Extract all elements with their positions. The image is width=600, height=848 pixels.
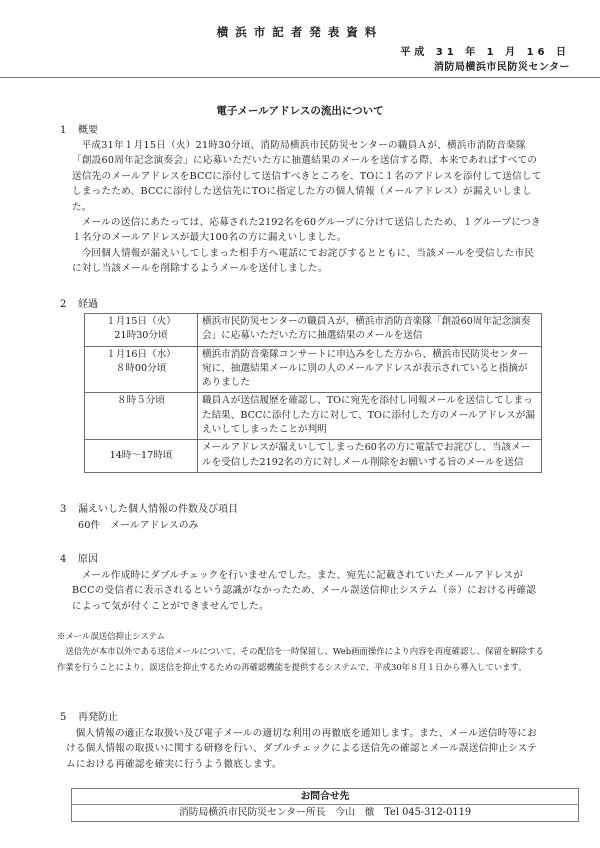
section-number: 4 xyxy=(60,554,67,565)
timeline-clock: ８時00分頃 xyxy=(115,362,167,374)
prevention-paragraph: 個人情報の適正な取扱い及び電子メールの適切な利用の再徹底を通知します。また、メール送信時等における個人情報の取扱いに関する研修を行い、ダブルチェックによる送信先の確認とメール誤送信抑止システムにおける再確認を確実に行うよう徹底します。 xyxy=(66,728,538,770)
timeline-time xyxy=(85,314,198,347)
section-title: 経過 xyxy=(78,299,98,310)
section-cause-body xyxy=(72,568,544,614)
timeline-table xyxy=(84,313,542,473)
overview-paragraph: メールの送信にあたっては、応募された2192名を60グループに分けて送信したため、１グループにつき１名分のメールアドレスが最大100名の方に漏えいしました。 xyxy=(72,217,541,244)
press-release-title: 横浜市記者発表資料 xyxy=(216,25,384,39)
release-date: 平成 31 年 1 月 16 日 xyxy=(400,47,570,58)
section-title: 原因 xyxy=(78,554,98,565)
section-prevention-heading xyxy=(60,711,118,725)
timeline-clock: 14時～17時頃 xyxy=(109,449,173,461)
timeline-time xyxy=(85,346,198,393)
document-title: 電子メールアドレスの流出について xyxy=(216,105,384,117)
header-divider xyxy=(0,77,600,78)
timeline-date: １月16日（水） xyxy=(106,348,176,360)
timeline-date: １月15日（火） xyxy=(106,316,176,327)
timeline-event: 横浜市消防音楽隊コンサートに申込みをした方から、横浜市民防災センター宛に、抽選結果メールに別の人のメールアドレスが表示されていると指摘がありました xyxy=(198,346,542,393)
timeline-event: 職員Ａが送信履歴を確認し、TOに宛先を添付し同報メールを送信してしまった結果、BCCに添付した方に対して、TOに添付した方のメールアドレスが漏えいしてしまったことが判明 xyxy=(198,393,542,440)
contact-detail: 消防局横浜市民防災センター所長 今山 徹 Tel 045-312-0119 xyxy=(178,807,472,818)
section-overview-body xyxy=(72,138,544,277)
section-cause-heading xyxy=(60,553,98,567)
table-row xyxy=(85,314,542,347)
section-title: 概要 xyxy=(78,125,98,136)
timeline-clock: 21時30分頃 xyxy=(114,330,168,342)
document-meta xyxy=(400,45,570,75)
section-title: 再発防止 xyxy=(78,712,118,723)
leaked-info-detail: 60件 メールアドレスのみ xyxy=(78,520,199,531)
section-title: 漏えいした個人情報の件数及び項目 xyxy=(78,504,238,515)
table-row xyxy=(85,346,542,393)
overview-paragraph: 今回個人情報が漏えいしてしまった相手方へ電話にてお詫びするとともに、当該メールを受信した市民に対し当該メールを削除するようメールを送付しました。 xyxy=(72,247,535,275)
section-number: 2 xyxy=(60,299,67,310)
note-heading: ※メール誤送信抑止システム xyxy=(57,631,165,641)
section-number: 3 xyxy=(60,504,67,515)
overview-paragraph: 平成31年１月15日（火）21時30分頃、消防局横浜市民防災センターの職員Ａが、横浜市消防音楽隊「創設60周年記念演奏会」に応募いただいた方に抽選結果のメールを送信する際、本来であればすべての送信先のメールアドレスをBCCに添付して送信すべきところを、TOに１名のアドレスを添付して送信してしまったため、BCCに添付した送信先にTOに指定した方の個人情報（メールアドレス）が漏えいしました。 xyxy=(72,140,542,213)
timeline-event: メールアドレスが漏えいしてしまった60名の方に電話でお詫びし、当該メールを受信した2192名の方に対しメール削除をお願いする旨のメールを送信 xyxy=(198,440,542,473)
timeline-time xyxy=(85,440,198,473)
table-row xyxy=(85,440,542,473)
contact-heading: お問合せ先 xyxy=(72,789,578,805)
table-row xyxy=(85,393,542,440)
section-prevention-body xyxy=(66,726,546,772)
issuing-organization: 消防局横浜市民防災センター xyxy=(433,62,570,73)
section-overview-heading xyxy=(60,124,98,138)
section-leaked-info-heading xyxy=(60,503,238,517)
cause-paragraph: メール作成時にダブルチェックを行いませんでした。また、宛先に記載されていたメールアドレスがBCCの受信者に表示されるという認識がなかったため、メール誤送信抑止システム（※）における再確認によって気が付くことができませんでした。 xyxy=(72,570,537,612)
timeline-event: 横浜市民防災センターの職員Ａが、横浜市消防音楽隊「創設60周年記念演奏会」に応募いただいた方に抽選結果のメールを送信 xyxy=(198,314,542,347)
section-timeline-heading xyxy=(60,298,98,312)
timeline-time xyxy=(85,393,198,440)
section-number: 1 xyxy=(60,125,67,136)
note-paragraph: 送信先が本市以外である送信メールについて、その配信を一時保留し、Web画面操作により内容を再度確認し、保留を解除する作業を行うことにより、誤送信を抑止するための再確認機能を提供するシステムで、平成30年８月１日から導入しています。 xyxy=(57,646,544,672)
contact-box xyxy=(71,788,579,822)
section-number: 5 xyxy=(60,712,67,723)
note-body xyxy=(57,643,549,675)
timeline-clock: ８時５分頃 xyxy=(117,395,165,407)
